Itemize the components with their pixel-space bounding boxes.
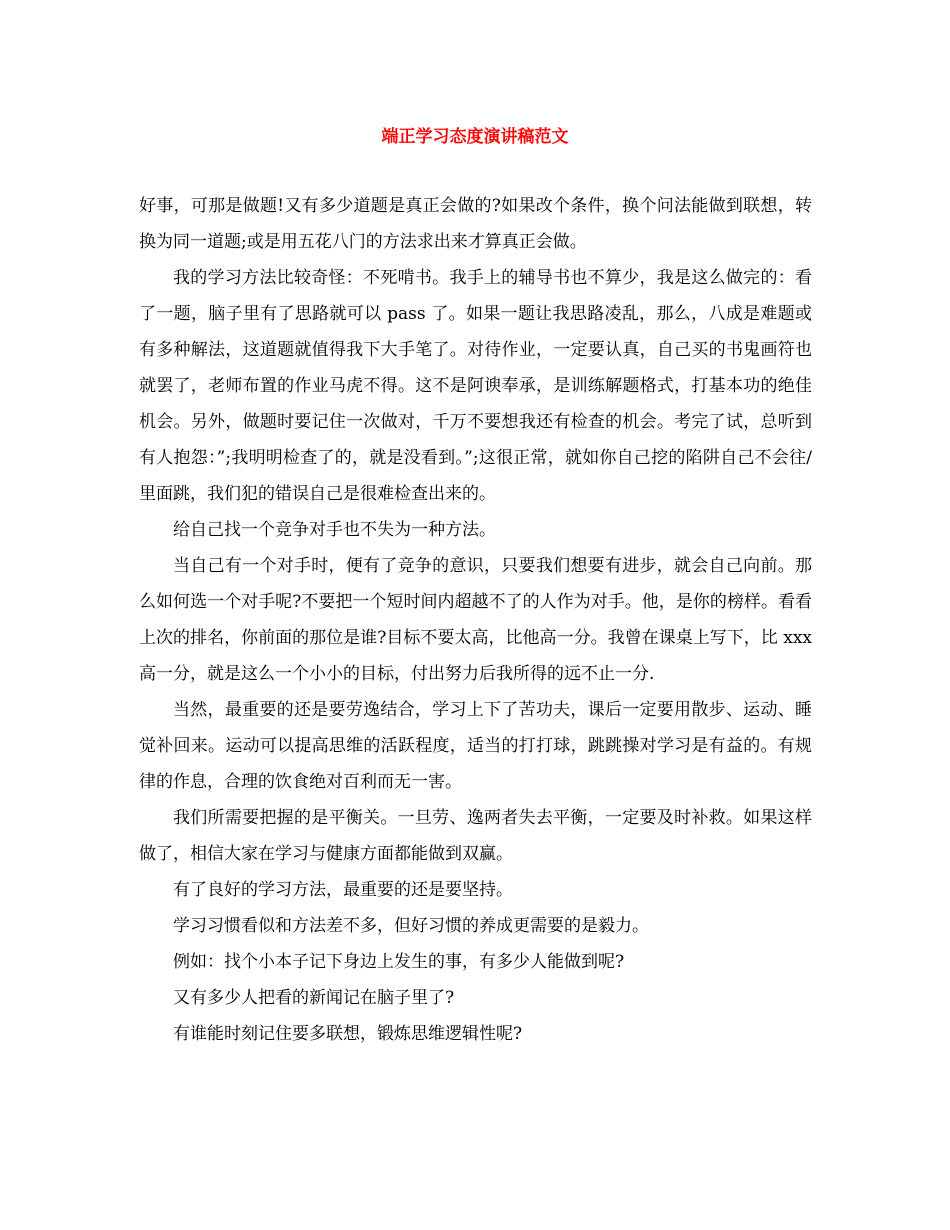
paragraph: 当然，最重要的还是要劳逸结合，学习上下了苦功夫，课后一定要用散步、运动、睡觉补回来。运动可以提高思维的活跃程度，适当的打打球，跳跳操对学习是有益的。有规律的作息，合理的饮食绝对百利而无一害。 [139, 700, 812, 792]
paragraph: 当自己有一个对手时，便有了竞争的意识，只要我们想要有进步，就会自己向前。那么如何选一个对手呢?不要把一个短时间内超越不了的人作为对手。他，是你的榜样。看看上次的排名，你前面的那位是谁?目标不要太高，比他高一分。我曾在课桌上写下，比 xxx 高一分，就是这么一个小小的目标，付出努力后我所得的远不止一分. [139, 556, 812, 684]
paragraph: 又有多少人把看的新闻记在脑子里了? [173, 988, 455, 1008]
paragraph: 我们所需要把握的是平衡关。一旦劳、逸两者失去平衡，一定要及时补救。如果这样做了，相信大家在学习与健康方面都能做到双赢。 [139, 808, 812, 864]
paragraph: 我的学习方法比较奇怪：不死啃书。我手上的辅导书也不算少，我是这么做完的：看了一题，脑子里有了思路就可以 pass 了。如果一题让我思路凌乱，那么，八成是难题或有多种解法，这道题就值得我下大手笔了。对待作业，一定要认真，自己买的书鬼画符也就罢了，老师布置的作业马虎不得。这不是阿谀奉承，是训练解题格式，打基本功的绝佳机会。另外，做题时要记住一次做对，千万不要想我还有检查的机会。考完了试，总听到有人抱怨：”;我明明检查了的，就是没看到。”;这很正常，就如你自己挖的陷阱自己不会往/里面跳，我们犯的错误自己是很难检查出来的。 [139, 268, 812, 504]
paragraph: 例如：找个小本子记下身边上发生的事，有多少人能做到呢? [173, 952, 625, 972]
document-body [139, 188, 812, 1052]
paragraph: 有了良好的学习方法，最重要的还是要坚持。 [173, 880, 513, 900]
paragraph: 有谁能时刻记住要多联想，锻炼思维逻辑性呢? [173, 1024, 523, 1044]
document-title: 端正学习态度演讲稿范文 [381, 127, 569, 147]
paragraph: 好事，可那是做题!又有多少道题是真正会做的?如果改个条件，换个问法能做到联想，转换为同一道题;或是用五花八门的方法求出来才算真正会做。 [139, 196, 812, 252]
paragraph: 给自己找一个竞争对手也不失为一种方法。 [173, 520, 496, 540]
paragraph: 学习习惯看似和方法差不多，但好习惯的养成更需要的是毅力。 [173, 916, 649, 936]
